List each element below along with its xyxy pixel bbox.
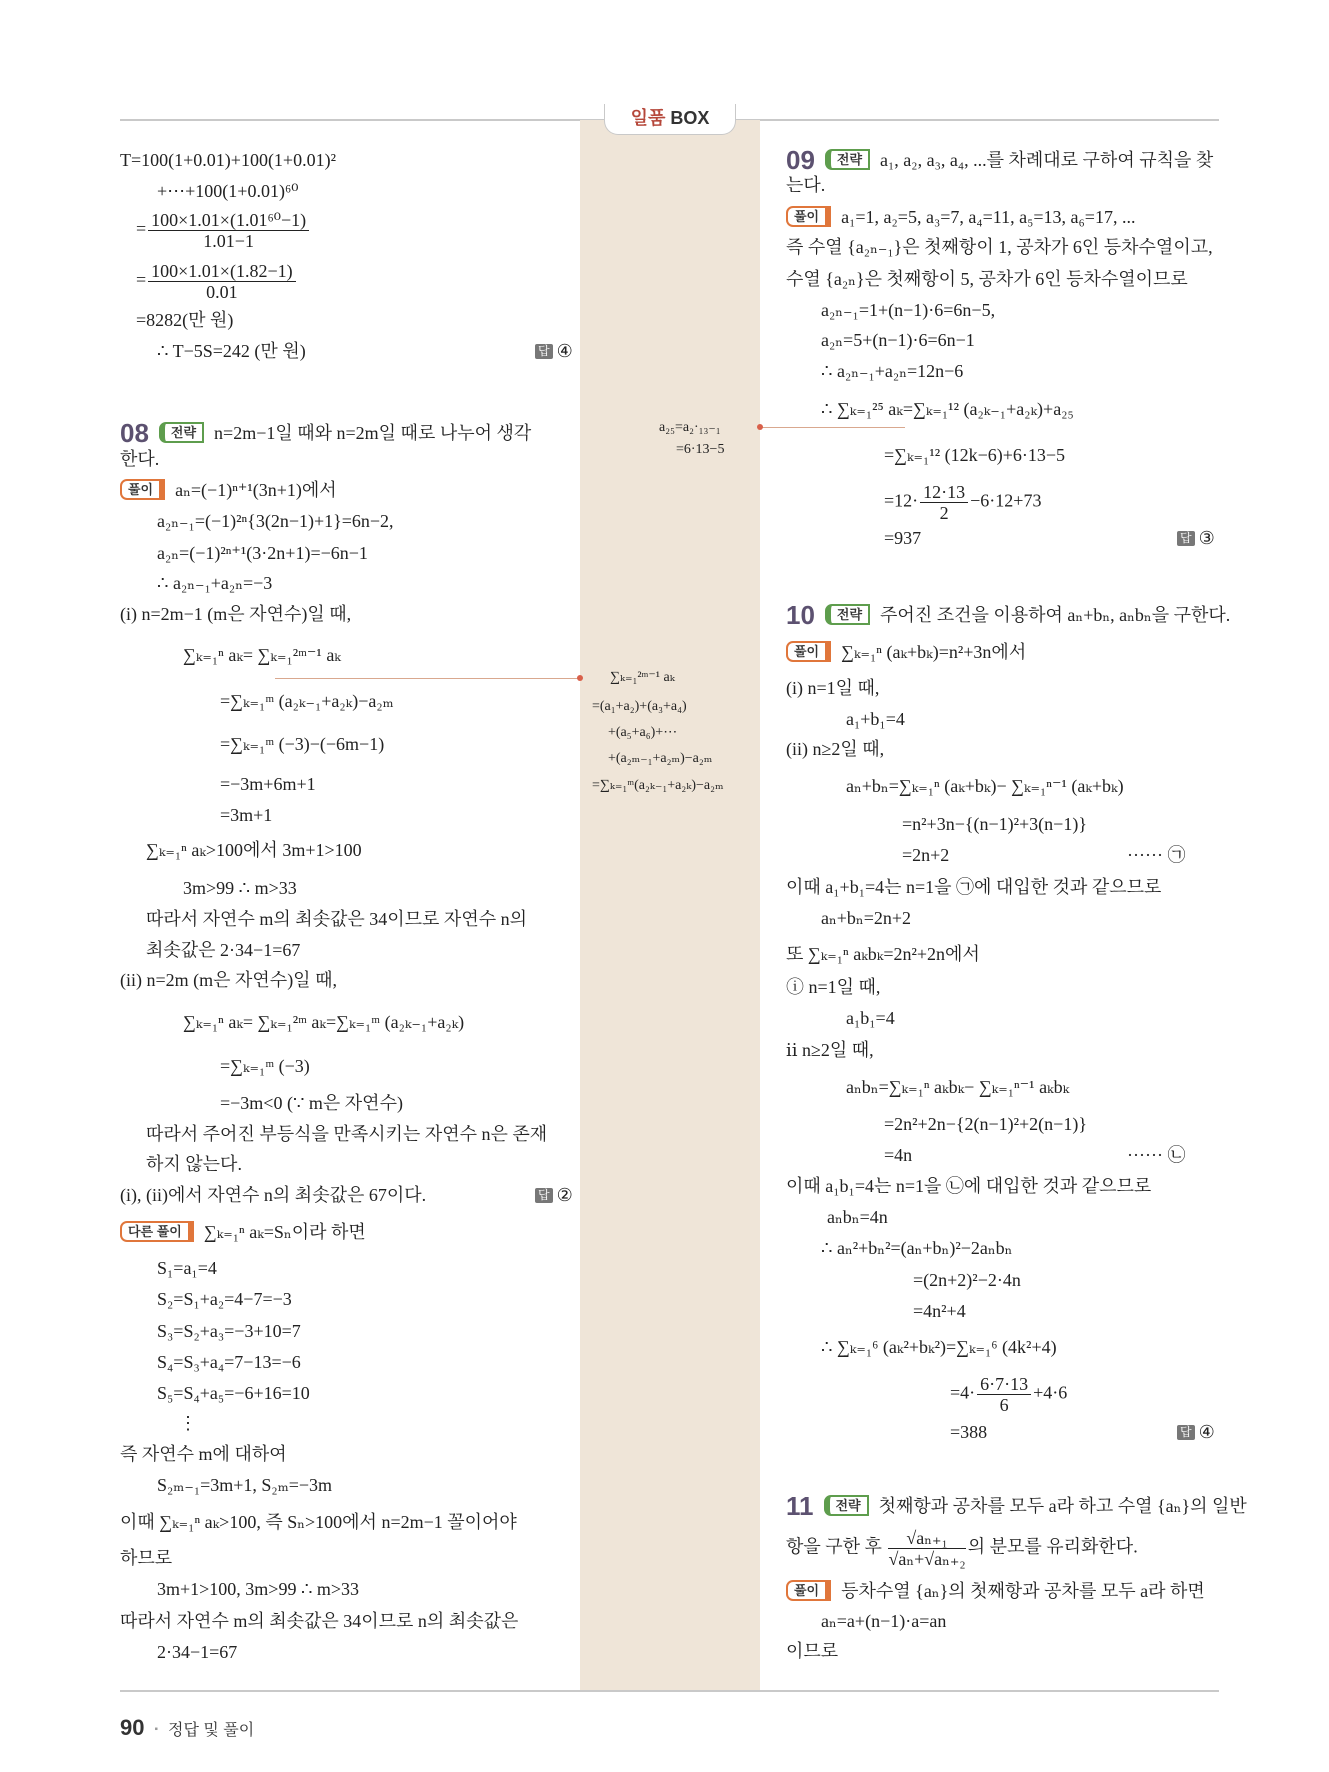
line-text: =8282(만 원) xyxy=(136,310,234,330)
line-text: 즉 수열 {a₂ₙ₋₁}은 첫째항이 1, 공차가 6인 등차수열이고, xyxy=(786,237,1213,257)
line-text: S₅=S₄+a₅=−6+16=10 xyxy=(157,1383,310,1403)
right-line xyxy=(950,1374,1067,1415)
right-line xyxy=(821,360,963,382)
right-line xyxy=(913,1269,1021,1291)
line-text: (ii) n=2m (m은 자연수)일 때, xyxy=(120,970,337,990)
line-text: =∑ₖ₌₁ᵐ (−3) xyxy=(220,1056,310,1076)
box-line xyxy=(608,750,712,768)
left-line xyxy=(136,309,233,331)
right-line xyxy=(821,1237,1012,1259)
line-text: =388 xyxy=(950,1422,988,1442)
box-line xyxy=(592,698,687,716)
left-line xyxy=(157,510,394,532)
line-text: ∑ₖ₌₁ⁿ (aₖ+bₖ)=n²+3n에서 xyxy=(841,642,1027,662)
line-text: S₃=S₂+a₃=−3+10=7 xyxy=(157,1321,301,1341)
line-text: ∴ a₂ₙ₋₁+a₂ₙ=12n−6 xyxy=(821,361,964,381)
bottom-rule xyxy=(120,1690,1219,1692)
line-text: ∴ ∑ₖ₌₁²⁵ aₖ=∑ₖ₌₁¹² (a₂ₖ₋₁+a₂ₖ)+a₂₅ xyxy=(821,399,1074,419)
bullet-icon: ▪ xyxy=(154,1724,159,1735)
numerator: 100×1.01×(1.82−1) xyxy=(148,261,295,282)
line-text: aₙ=a+(n−1)·a=an xyxy=(821,1611,947,1631)
strategy-tag: 전략 xyxy=(825,149,870,170)
line-text: S₂=S₁+a₂=4−7=−3 xyxy=(157,1289,292,1309)
left-line xyxy=(183,644,341,666)
line-text: 수열 {a₂ₙ}은 첫째항이 5, 공차가 6인 등차수열이므로 xyxy=(786,269,1188,289)
line-text: aₙbₙ=4n xyxy=(827,1207,888,1227)
right-line xyxy=(846,1076,1069,1098)
left-line xyxy=(220,1055,310,1077)
line-text: =2n²+2n−{2(n−1)²+2(n−1)} xyxy=(884,1114,1087,1134)
solution-tag: 풀이 xyxy=(786,1580,831,1601)
line-text: a₁b₁=4 xyxy=(846,1008,895,1028)
fraction-suffix: +4·6 xyxy=(1033,1382,1068,1403)
box-line xyxy=(592,777,724,795)
line-text: a₁+b₁=4 xyxy=(846,709,905,729)
answer-choice: ② xyxy=(556,1185,573,1205)
left-line xyxy=(157,180,298,202)
line-text: 최솟값은 2·34−1=67 xyxy=(146,940,301,960)
right-line xyxy=(884,482,1041,523)
left-line xyxy=(120,419,531,447)
side-note-box xyxy=(580,120,760,1691)
line-text: a₂ₙ₋₁=1+(n−1)·6=6n−5, xyxy=(821,300,996,320)
line-text: ∴ aₙ²+bₙ²=(aₙ+bₙ)²−2aₙbₙ xyxy=(821,1238,1013,1258)
page-footer xyxy=(120,1715,254,1741)
line-text: 2·34−1=67 xyxy=(157,1642,238,1662)
right-line xyxy=(821,907,911,929)
right-line xyxy=(786,738,884,760)
denominator: √aₙ+√aₙ₊₂ xyxy=(888,1549,966,1569)
line-text: ⓘ n=1일 때, xyxy=(786,977,881,997)
line-text: 3m+1>100, 3m>99 ∴ m>33 xyxy=(157,1579,360,1599)
numerator: 6·7·13 xyxy=(977,1374,1031,1395)
line-text: +(a₂ₘ₋₁+a₂ₘ)−a₂ₘ xyxy=(608,751,713,766)
right-line xyxy=(786,1528,1138,1569)
line-text: a₂ₙ₋₁=(−1)²ⁿ{3(2n−1)+1}=6n−2, xyxy=(157,511,394,531)
answer-badge xyxy=(535,340,573,362)
fraction-suffix: 의 분모를 유리화한다. xyxy=(967,1536,1138,1557)
box-line xyxy=(659,419,721,437)
right-line xyxy=(786,236,1213,258)
line-text: T=100(1+0.01)+100(1+0.01)² xyxy=(120,150,336,170)
answer-choice: ④ xyxy=(556,341,573,361)
right-line xyxy=(786,876,1161,898)
line-text: 따라서 주어진 부등식을 만족시키는 자연수 n은 존재 xyxy=(146,1124,548,1144)
right-line xyxy=(786,1580,1205,1602)
fraction xyxy=(888,1528,965,1569)
line-text: S₂ₘ₋₁=3m+1, S₂ₘ=−3m xyxy=(157,1475,333,1495)
fraction-prefix: = xyxy=(136,269,147,290)
right-line xyxy=(913,1300,966,1322)
numerator: √aₙ₊₁ xyxy=(888,1528,965,1549)
line-text: 하므로 xyxy=(120,1548,173,1568)
solution-tag: 풀이 xyxy=(120,479,165,500)
line-text: ⅱ n≥2일 때, xyxy=(786,1040,874,1060)
line-text: ∑ₖ₌₁ⁿ aₖ= ∑ₖ₌₁²ᵐ⁻¹ aₖ xyxy=(183,645,341,665)
right-line xyxy=(786,206,1135,228)
right-line xyxy=(786,174,825,196)
left-line xyxy=(120,969,337,991)
line-text: a₂ₙ=(−1)²ⁿ⁺¹(3·2n+1)=−6n−1 xyxy=(157,543,368,563)
equation-marker: ······ ㉠ xyxy=(1127,845,1186,865)
line-text: ∴ T−5S=242 (만 원) xyxy=(157,341,306,361)
left-line xyxy=(157,340,306,362)
line-text: 이때 a₁+b₁=4는 n=1을 ㉠에 대입한 것과 같으므로 xyxy=(786,877,1162,897)
line-text: S₄=S₃+a₄=7−13=−6 xyxy=(157,1352,301,1372)
line-text: 첫째항과 공차를 모두 a라 하고 수열 {aₙ}의 일반 xyxy=(878,1496,1247,1516)
left-line xyxy=(146,1123,547,1145)
right-line xyxy=(950,1421,987,1443)
section-title: 정답 및 풀이 xyxy=(168,1722,255,1739)
left-line xyxy=(183,1011,464,1033)
line-text: =3m+1 xyxy=(220,805,273,825)
line-text: =4n xyxy=(884,1145,913,1165)
left-line xyxy=(220,733,384,755)
solution-tag: 풀이 xyxy=(786,641,831,662)
right-line xyxy=(786,976,880,998)
box-title-1: 일품 xyxy=(630,108,666,128)
left-line xyxy=(220,1092,403,1114)
right-line xyxy=(846,775,1124,797)
left-line xyxy=(157,572,272,594)
line-text: ∴ ∑ₖ₌₁⁶ (aₖ²+bₖ²)=∑ₖ₌₁⁶ (4k²+4) xyxy=(821,1337,1057,1357)
question-number: 10 xyxy=(786,600,815,630)
line-text: =(2n+2)²−2·4n xyxy=(913,1270,1021,1290)
line-text: 주어진 조건을 이용하여 aₙ+bₙ, aₙbₙ을 구한다. xyxy=(880,605,1231,625)
right-line xyxy=(884,444,1065,466)
line-text: 이때 a₁b₁=4는 n=1을 ㉡에 대입한 것과 같으므로 xyxy=(786,1176,1152,1196)
line-text: 3m>99 ∴ m>33 xyxy=(183,878,297,898)
question-number: 09 xyxy=(786,145,815,175)
line-text: =937 xyxy=(884,528,922,548)
line-text: 또 ∑ₖ₌₁ⁿ aₖbₖ=2n²+2n에서 xyxy=(786,944,980,964)
line-text: ∑ₖ₌₁ⁿ aₖ= ∑ₖ₌₁²ᵐ aₖ=∑ₖ₌₁ᵐ (a₂ₖ₋₁+a₂ₖ) xyxy=(183,1012,465,1032)
left-line xyxy=(120,1547,172,1569)
left-line xyxy=(146,939,300,961)
fraction-prefix: =4· xyxy=(950,1382,976,1403)
right-line xyxy=(786,943,980,965)
left-line xyxy=(120,1443,287,1465)
line-text: =(a₁+a₂)+(a₃+a₄) xyxy=(592,699,687,714)
line-text: +(a₅+a₆)+⋯ xyxy=(608,725,678,740)
left-line xyxy=(120,479,337,501)
answer-label: 답 xyxy=(1177,531,1195,546)
line-text: S₁=a₁=4 xyxy=(157,1258,217,1278)
fraction xyxy=(977,1374,1031,1415)
left-line xyxy=(157,1641,237,1663)
line-text: ∴ a₂ₙ₋₁+a₂ₙ=−3 xyxy=(157,573,273,593)
line-text: ∑ₖ₌₁ⁿ aₖ=Sₙ이라 하면 xyxy=(203,1222,366,1242)
left-line xyxy=(120,603,351,625)
right-line xyxy=(827,1206,888,1228)
left-line xyxy=(120,1610,518,1632)
right-line xyxy=(846,1007,895,1029)
box-title-tab xyxy=(604,104,736,135)
fraction-prefix: = xyxy=(136,218,147,239)
left-line xyxy=(157,1382,310,1404)
connector-line xyxy=(760,427,905,428)
left-line xyxy=(157,1578,359,1600)
line-text: =6·13−5 xyxy=(676,442,725,457)
right-line xyxy=(902,813,1087,835)
line-text: aₙbₙ=∑ₖ₌₁ⁿ aₖbₖ− ∑ₖ₌₁ⁿ⁻¹ aₖbₖ xyxy=(846,1077,1070,1097)
left-line xyxy=(136,210,311,251)
right-line xyxy=(786,677,879,699)
line-text: (i) n=1일 때, xyxy=(786,678,880,698)
left-line xyxy=(120,1511,517,1533)
line-text: a₁, a₂, a₃, a₄, ...를 차례대로 구하여 규칙을 찾 xyxy=(880,150,1214,170)
answer-badge xyxy=(1177,527,1215,549)
numerator: 12·13 xyxy=(920,482,968,503)
connector-dot xyxy=(577,675,583,681)
answer-label: 답 xyxy=(535,1188,553,1203)
line-text: a₂ₙ=5+(n−1)·6=6n−1 xyxy=(821,330,975,350)
box-line xyxy=(608,724,677,742)
line-text: =∑ₖ₌₁ᵐ(a₂ₖ₋₁+a₂ₖ)−a₂ₘ xyxy=(592,778,724,793)
fraction-prefix: 항을 구한 후 xyxy=(786,1536,887,1557)
strategy-tag: 전략 xyxy=(825,604,870,625)
line-text: =∑ₖ₌₁ᵐ (−3)−(−6m−1) xyxy=(220,734,385,754)
left-line xyxy=(120,1221,366,1243)
fraction-suffix: −6·12+73 xyxy=(970,490,1042,511)
question-number: 08 xyxy=(120,418,149,448)
right-line xyxy=(884,1144,912,1166)
fraction-prefix: =12· xyxy=(884,490,919,511)
line-text: (ii) n≥2일 때, xyxy=(786,739,885,759)
line-text: =∑ₖ₌₁ᵐ (a₂ₖ₋₁+a₂ₖ)−a₂ₘ xyxy=(220,691,394,711)
right-line xyxy=(786,1175,1151,1197)
left-line xyxy=(157,1257,217,1279)
answer-badge xyxy=(1177,1421,1215,1443)
line-text: 이므로 xyxy=(786,1641,839,1661)
left-line xyxy=(157,1320,301,1342)
line-text: 한다. xyxy=(120,449,160,469)
connector-dot xyxy=(757,424,763,430)
line-text: aₙ+bₙ=∑ₖ₌₁ⁿ (aₖ+bₖ)− ∑ₖ₌₁ⁿ⁻¹ (aₖ+bₖ) xyxy=(846,776,1124,796)
box-title-2: BOX xyxy=(670,108,710,128)
line-text: 따라서 자연수 m의 최솟값은 34이므로 자연수 n의 xyxy=(146,909,527,929)
left-line xyxy=(146,1153,242,1175)
line-text: =4n²+4 xyxy=(913,1301,966,1321)
denominator: 2 xyxy=(939,503,949,523)
solution-tag: 풀이 xyxy=(786,206,831,227)
line-text: a₂₅=a₂·₁₃₋₁ xyxy=(659,420,721,435)
box-line xyxy=(610,669,675,687)
answer-badge xyxy=(535,1184,573,1206)
left-line xyxy=(120,149,336,171)
right-line xyxy=(786,601,1230,629)
right-line xyxy=(821,1336,1057,1358)
left-line xyxy=(157,1288,292,1310)
denominator: 0.01 xyxy=(206,282,238,302)
left-line xyxy=(157,1351,301,1373)
left-line xyxy=(120,448,159,470)
line-text: =−3m+6m+1 xyxy=(220,774,316,794)
line-text: 하지 않는다. xyxy=(146,1154,242,1174)
right-line xyxy=(884,527,921,549)
left-line xyxy=(136,261,298,302)
left-line xyxy=(179,1412,197,1434)
question-number: 11 xyxy=(786,1491,814,1521)
right-line xyxy=(786,268,1188,290)
answer-choice: ④ xyxy=(1198,1422,1215,1442)
line-text: (i), (ii)에서 자연수 n의 최솟값은 67이다. xyxy=(120,1185,427,1205)
left-line xyxy=(220,773,316,795)
answer-label: 답 xyxy=(535,344,553,359)
equation-marker: ······ ㉡ xyxy=(1127,1145,1186,1165)
line-text: ∑ₖ₌₁ⁿ aₖ>100에서 3m+1>100 xyxy=(146,840,362,860)
right-line xyxy=(786,1039,874,1061)
strategy-tag: 전략 xyxy=(824,1495,869,1516)
right-line xyxy=(821,1610,946,1632)
left-line xyxy=(220,804,272,826)
line-text: n=2m−1일 때와 n=2m일 때로 나누어 생각 xyxy=(214,423,532,443)
right-line xyxy=(821,398,1074,420)
line-text: =∑ₖ₌₁¹² (12k−6)+6·13−5 xyxy=(884,445,1066,465)
right-line xyxy=(786,1492,1247,1520)
solution-tag: 다른 풀이 xyxy=(120,1221,194,1242)
strategy-tag: 전략 xyxy=(159,422,204,443)
right-line xyxy=(902,844,949,866)
answer-choice: ③ xyxy=(1198,528,1215,548)
left-line xyxy=(146,908,527,930)
line-text: =−3m<0 (∵ m은 자연수) xyxy=(220,1093,403,1113)
line-text: +⋯+100(1+0.01)⁶⁰ xyxy=(157,181,299,201)
denominator: 6 xyxy=(999,1395,1009,1415)
fraction xyxy=(148,261,295,302)
line-text: 즉 자연수 m에 대하여 xyxy=(120,1444,287,1464)
left-line xyxy=(220,690,394,712)
right-line xyxy=(786,641,1026,663)
line-text: a₁=1, a₂=5, a₃=7, a₄=11, a₅=13, a₆=17, ... xyxy=(841,207,1136,227)
line-text: =n²+3n−{(n−1)²+3(n−1)} xyxy=(902,814,1087,834)
page-number: 90 xyxy=(120,1715,145,1740)
box-line xyxy=(676,441,724,459)
answer-label: 답 xyxy=(1177,1425,1195,1440)
line-text: (i) n=2m−1 (m은 자연수)일 때, xyxy=(120,604,352,624)
denominator: 1.01−1 xyxy=(203,231,254,251)
connector-line xyxy=(275,678,580,679)
line-text: 등차수열 {aₙ}의 첫째항과 공차를 모두 a라 하면 xyxy=(841,1581,1205,1601)
right-line xyxy=(821,299,995,321)
line-text: ⋮ xyxy=(179,1413,197,1433)
line-text: aₙ=(−1)ⁿ⁺¹(3n+1)에서 xyxy=(175,480,337,500)
right-line xyxy=(821,329,975,351)
fraction xyxy=(148,210,309,251)
right-line xyxy=(786,1640,838,1662)
line-text: aₙ+bₙ=2n+2 xyxy=(821,908,912,928)
line-text: ∑ₖ₌₁²ᵐ⁻¹ aₖ xyxy=(610,670,675,685)
right-line xyxy=(846,708,905,730)
left-line xyxy=(146,839,362,861)
right-line xyxy=(884,1113,1087,1135)
left-line xyxy=(157,1474,332,1496)
line-text: =2n+2 xyxy=(902,845,950,865)
numerator: 100×1.01×(1.01⁶⁰−1) xyxy=(148,210,309,231)
right-line xyxy=(786,146,1213,174)
fraction xyxy=(920,482,968,523)
line-text: 따라서 자연수 m의 최솟값은 34이므로 n의 최솟값은 xyxy=(120,1611,519,1631)
left-line xyxy=(157,542,368,564)
left-line xyxy=(183,877,297,899)
left-line xyxy=(120,1184,426,1206)
line-text: 이때 ∑ₖ₌₁ⁿ aₖ>100, 즉 Sₙ>100에서 n=2m−1 꼴이어야 xyxy=(120,1512,517,1532)
line-text: 는다. xyxy=(786,175,826,195)
